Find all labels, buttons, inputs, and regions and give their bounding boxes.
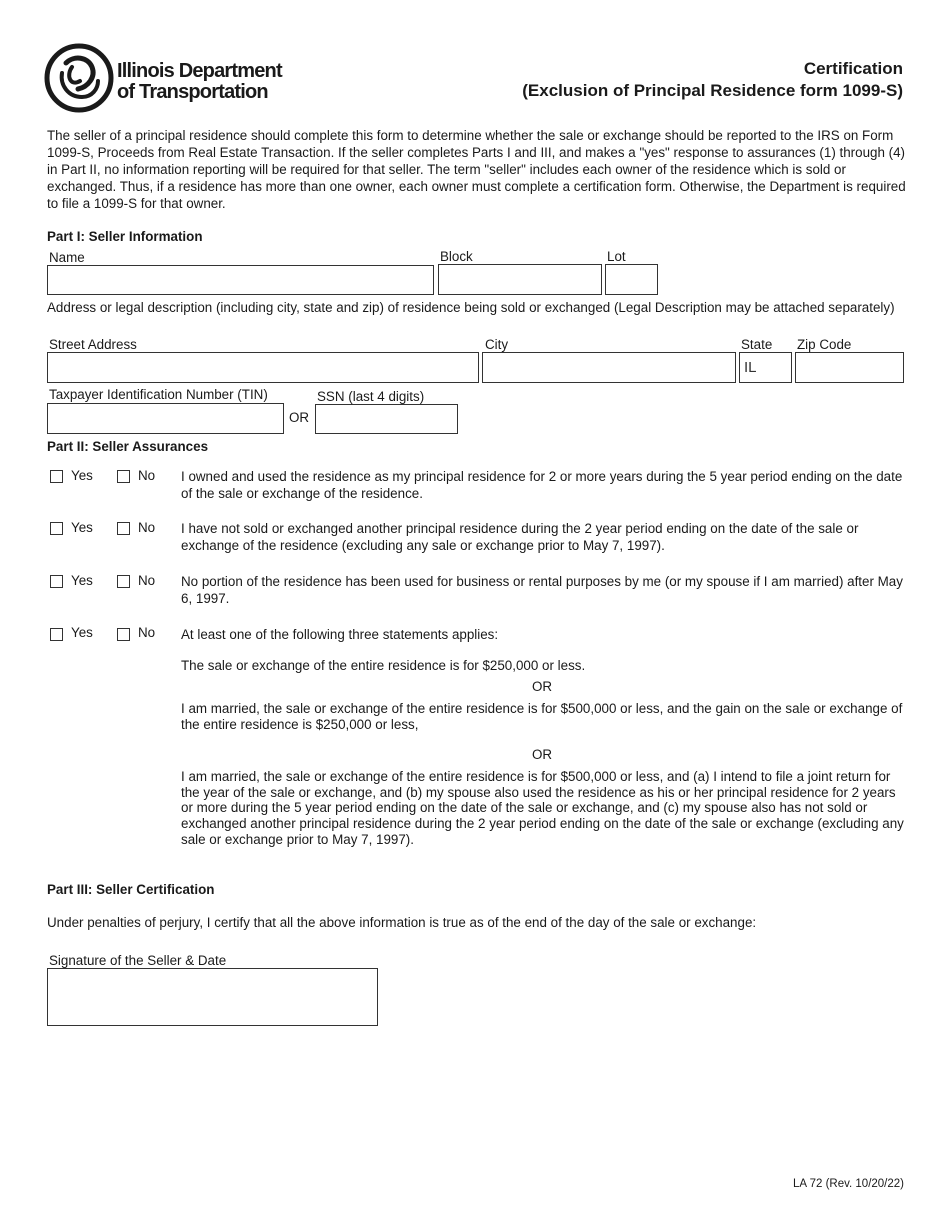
- org-name-line1: Illinois Department: [117, 60, 282, 82]
- idot-logo-icon: [44, 43, 114, 113]
- form-title-line2: (Exclusion of Principal Residence form 1099-S): [522, 81, 903, 100]
- assurance-2-no-label: No: [138, 520, 156, 535]
- part1-heading: Part I: Seller Information: [47, 229, 203, 244]
- assurance-1-no-checkbox[interactable]: [117, 470, 130, 483]
- ssn-field[interactable]: [315, 404, 458, 434]
- form-title-line1: Certification: [803, 59, 903, 78]
- assurance-2-yes-label: Yes: [71, 520, 93, 535]
- state-field[interactable]: [739, 352, 792, 383]
- assurance-3-yes-checkbox[interactable]: [50, 575, 63, 588]
- assurance-1-yes-label: Yes: [71, 468, 93, 483]
- form-id: LA 72 (Rev. 10/20/22): [792, 1178, 904, 1190]
- certification-statement: Under penalties of perjury, I certify that all the above information is true as of the end of the day of the sale or exchange:: [47, 915, 757, 930]
- assurance-4-no-label: No: [138, 625, 156, 640]
- name-label: Name: [49, 250, 85, 265]
- assurance-3-text: No portion of the residence has been used for business or rental purposes by me (or my spouse if I am married) after May 6, 1997.: [181, 574, 903, 606]
- assurance-3-no-checkbox[interactable]: [117, 575, 130, 588]
- zip-code-field[interactable]: [795, 352, 904, 383]
- or-label: OR: [289, 410, 310, 425]
- block-label: Block: [440, 249, 473, 264]
- assurance-4-yes-label: Yes: [71, 625, 93, 640]
- statement-3: I am married, the sale or exchange of the entire residence is for $500,000 or less, and (a) I intend to file a joint return for the year of the sale or exchange, and (b) my spouse also used the residence as his or her principal residence for 2 years or more during the 5 year period ending on the date of the sale or exchange, and (c) my spouse also has not sold or exchanged another principal residence during the 2 year period ending on the date of the sale or exchange (excluding any sale or exchange prior to May 7, 1997).: [181, 769, 904, 847]
- assurance-2-text: I have not sold or exchanged another principal residence during the 2 year period ending on the date of the sale or exchange of the residence (excluding any sale or exchange prior to May 7, 1997).: [181, 521, 859, 553]
- ssn-label: SSN (last 4 digits): [317, 389, 425, 404]
- lot-label: Lot: [607, 249, 626, 264]
- state-input[interactable]: [740, 353, 791, 382]
- part3-heading: Part III: Seller Certification: [47, 882, 215, 897]
- assurance-3-yes-label: Yes: [71, 573, 93, 588]
- tin-field[interactable]: [47, 403, 284, 434]
- assurance-1-no-label: No: [138, 468, 156, 483]
- assurance-4-no-checkbox[interactable]: [117, 628, 130, 641]
- assurance-1-yes-checkbox[interactable]: [50, 470, 63, 483]
- address-note: Address or legal description (including city, state and zip) of residence being sold or exchanged (Legal Description may be attached separately): [47, 300, 895, 315]
- assurance-4-text: At least one of the following three statements applies:: [181, 627, 499, 642]
- name-field[interactable]: [47, 265, 434, 295]
- signature-field[interactable]: [47, 968, 378, 1026]
- block-field[interactable]: [438, 264, 602, 295]
- city-field[interactable]: [482, 352, 736, 383]
- idot-logo: [44, 43, 114, 113]
- intro-paragraph: The seller of a principal residence should complete this form to determine whether the sale or exchange should be reported to the IRS on Form 1099-S, Proceeds from Real Estate Transaction. If the seller completes Parts I and III, and makes a "yes" response to assurances (1) through (4) in Part II, no information reporting will be required for that seller. The term "seller" includes each owner of the residence which is sold or exchanged. Thus, if a residence has more than one owner, each owner must complete a certification form. Otherwise, the Department is required to file a 1099-S for that owner.: [47, 128, 906, 211]
- street-address-label: Street Address: [49, 337, 137, 352]
- assurance-1-text: I owned and used the residence as my principal residence for 2 or more years during the 5 year period ending on the date of the sale or exchange of the residence.: [181, 469, 903, 501]
- assurance-4-yes-checkbox[interactable]: [50, 628, 63, 641]
- assurance-2-no-checkbox[interactable]: [117, 522, 130, 535]
- or-separator-2: OR: [532, 747, 553, 762]
- state-label: State: [741, 337, 773, 352]
- assurance-2-yes-checkbox[interactable]: [50, 522, 63, 535]
- statement-2: I am married, the sale or exchange of the entire residence is for $500,000 or less, and the gain on the sale or exchange of the entire residence is $250,000 or less,: [181, 701, 903, 732]
- city-label: City: [485, 337, 509, 352]
- part2-heading: Part II: Seller Assurances: [47, 439, 209, 454]
- or-separator-1: OR: [532, 679, 553, 694]
- org-name-line2: of Transportation: [117, 81, 268, 103]
- lot-field[interactable]: [605, 264, 658, 295]
- assurance-3-no-label: No: [138, 573, 156, 588]
- zip-code-label: Zip Code: [797, 337, 852, 352]
- tin-label: Taxpayer Identification Number (TIN): [49, 387, 268, 402]
- street-address-field[interactable]: [47, 352, 479, 383]
- signature-label: Signature of the Seller & Date: [49, 953, 227, 968]
- statement-1: The sale or exchange of the entire residence is for $250,000 or less.: [181, 658, 586, 673]
